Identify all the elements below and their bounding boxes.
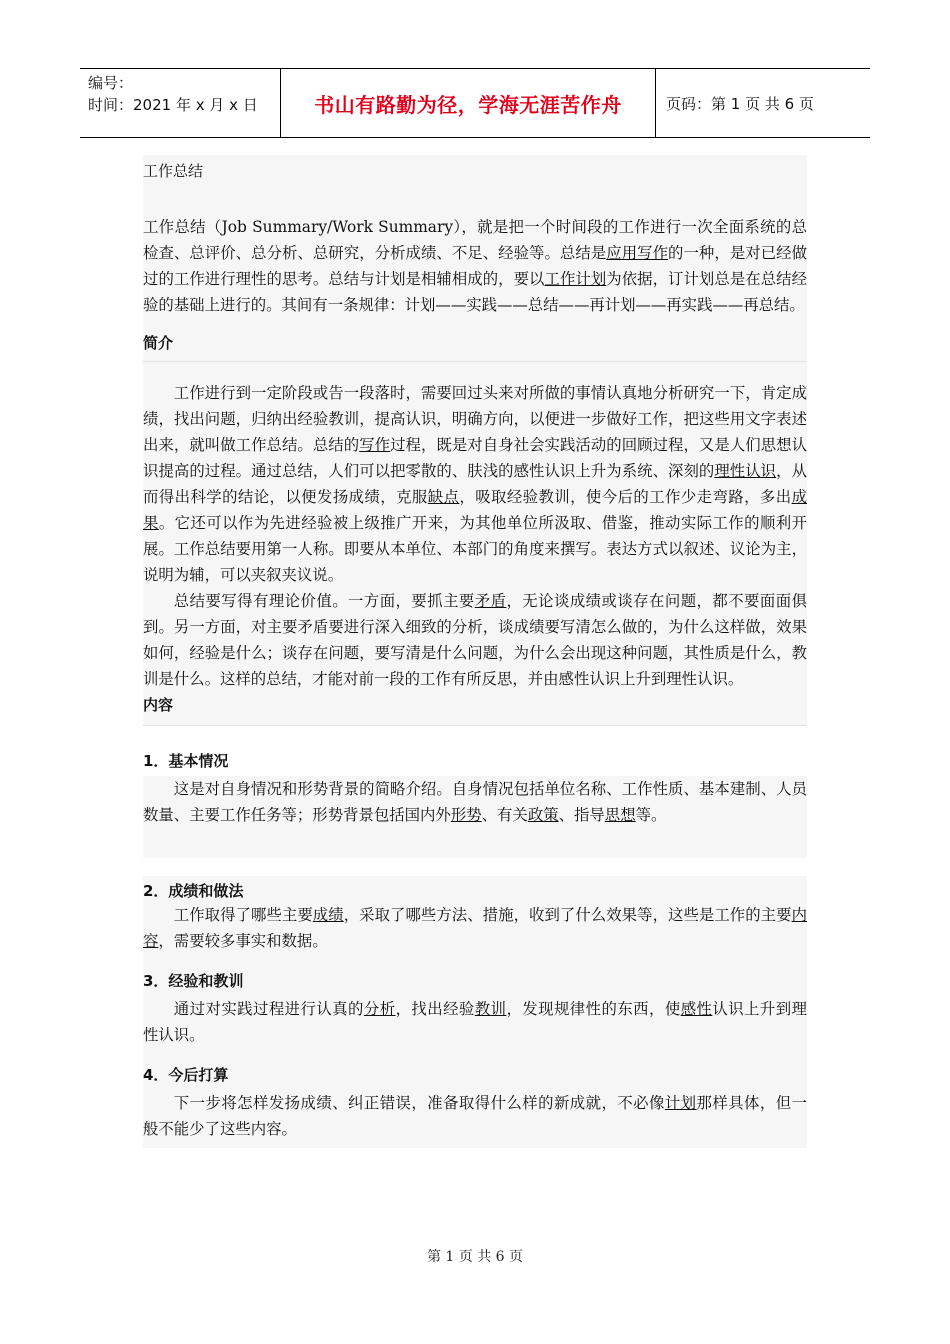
link-thought[interactable]: 思想 — [604, 806, 636, 824]
basic-situation-block — [143, 776, 807, 858]
link-situation[interactable]: 形势 — [450, 806, 482, 824]
document-body — [143, 155, 807, 1148]
page-title: 工作总结 — [143, 162, 204, 180]
section-neirong — [143, 692, 807, 726]
link-policy[interactable]: 政策 — [527, 806, 559, 824]
link-perceptual[interactable]: 感性 — [680, 1000, 713, 1018]
subheading-future-plan: 4．今后打算 — [143, 1066, 229, 1084]
intro-paragraph: 工作总结（Job Summary/Work Summary），就是把一个时间段的工作进行一次全面系统的总检查、总评价、总分析、总研究，分析成绩、不足、经验等。总结是应用写作的一种，是对已经做过的工作进行理性的思考。总结与计划是相辅相成的，要以工作计划为依据，订计划总是在总结经验的基础上进行的。其间有一条规律：计划——实践——总结——再计划——再实践——再总结。 — [143, 218, 807, 314]
link-plan[interactable]: 计划 — [664, 1094, 697, 1112]
intro-block — [143, 214, 807, 318]
subheading-achievements: 2．成绩和做法 — [143, 882, 244, 900]
section-heading-neirong: 内容 — [143, 696, 174, 714]
link-rational-knowledge[interactable]: 理性认识 — [714, 462, 777, 480]
jianjie-paragraph-1: 工作进行到一定阶段或告一段落时，需要回过头来对所做的事情认真地分析研究一下，肯定成绩，找出问题，归纳出经验教训，提高认识，明确方向，以便进一步做好工作，把这些用文字表述出来，就叫做工作总结。总结的写作过程，既是对自身社会实践活动的回顾过程，又是人们思想认识提高的过程。通过总结，人们可以把零散的、肤浅的感性认识上升为系统、深刻的理性认识，从而得出科学的结论，以便发扬成绩，克服缺点，吸取经验教训，使今后的工作少走弯路，多出成果。它还可以作为先进经验被上级推广开来，为其他单位所汲取、借鉴，推动实际工作的顺利开展。工作总结要用第一人称。即要从本单位、本部门的角度来撰写。表达方式以叙述、议论为主，说明为辅，可以夹叙夹议说。 — [143, 384, 807, 584]
subheading-experience: 3．经验和教训 — [143, 972, 244, 990]
jianjie-block — [143, 380, 807, 692]
time-label: 时间：2021 年 x 月 x 日 — [88, 96, 258, 114]
title-block — [143, 155, 807, 190]
section-jianjie — [143, 328, 807, 362]
basic-situation-paragraph: 这是对自身情况和形势背景的简略介绍。自身情况包括单位名称、工作性质、基本建制、人员数量、主要工作任务等；形势背景包括国内外形势、有关政策、指导思想等。 — [143, 780, 807, 824]
experience-paragraph: 通过对实践过程进行认真的分析，找出经验教训，发现规律性的东西，使感性认识上升到理 性认识。 — [143, 1000, 807, 1044]
header-motto: 书山有路勤为径，学海无涯苦作舟 — [281, 69, 656, 137]
link-work-plan[interactable]: 工作计划 — [544, 270, 607, 288]
link-applied-writing[interactable]: 应用写作 — [606, 244, 669, 262]
section-2-block — [143, 876, 807, 1148]
link-analysis[interactable]: 分析 — [363, 1000, 396, 1018]
link-results[interactable]: 成绩 — [312, 906, 344, 924]
link-lesson[interactable]: 教训 — [474, 1000, 507, 1018]
page-header — [80, 68, 870, 138]
section-heading-jianjie: 简介 — [143, 334, 174, 352]
header-page-info: 页码：第 1 页 共 6 页 — [666, 94, 814, 113]
achievements-paragraph: 工作取得了哪些主要成绩，采取了哪些方法、措施，收到了什么效果等，这些是工作的主要内容，需要较多事实和数据。 — [143, 906, 807, 950]
link-content[interactable]: 内容 — [143, 906, 807, 950]
page-footer: 第 1 页 共 6 页 — [426, 1249, 524, 1265]
subheading-basic-situation: 1．基本情况 — [143, 752, 229, 770]
link-shortcoming[interactable]: 缺点 — [427, 488, 460, 506]
future-plan-paragraph: 下一步将怎样发扬成绩、纠正错误，准备取得什么样的新成就，不必像计划那样具体，但一 般不能少了这些内容。 — [143, 1094, 807, 1138]
header-meta — [80, 69, 281, 137]
jianjie-paragraph-2: 总结要写得有理论价值。一方面，要抓主要矛盾，无论谈成绩或谈存在问题，都不要面面俱到。另一方面，对主要矛盾要进行深入细致的分析，谈成绩要写清怎么做的，为什么这样做，效果如何，经验是什么；谈存在问题，要写清是什么问题，为什么会出现这种问题，其性质是什么，教训是什么。这样的总结，才能对前一段的工作有所反思，并由感性认识上升到理性认识。 — [143, 592, 807, 688]
link-writing[interactable]: 写作 — [359, 436, 391, 454]
link-achievement[interactable]: 成果 — [143, 488, 807, 532]
link-contradiction[interactable]: 矛盾 — [474, 592, 507, 610]
number-label: 编号： — [88, 74, 134, 92]
